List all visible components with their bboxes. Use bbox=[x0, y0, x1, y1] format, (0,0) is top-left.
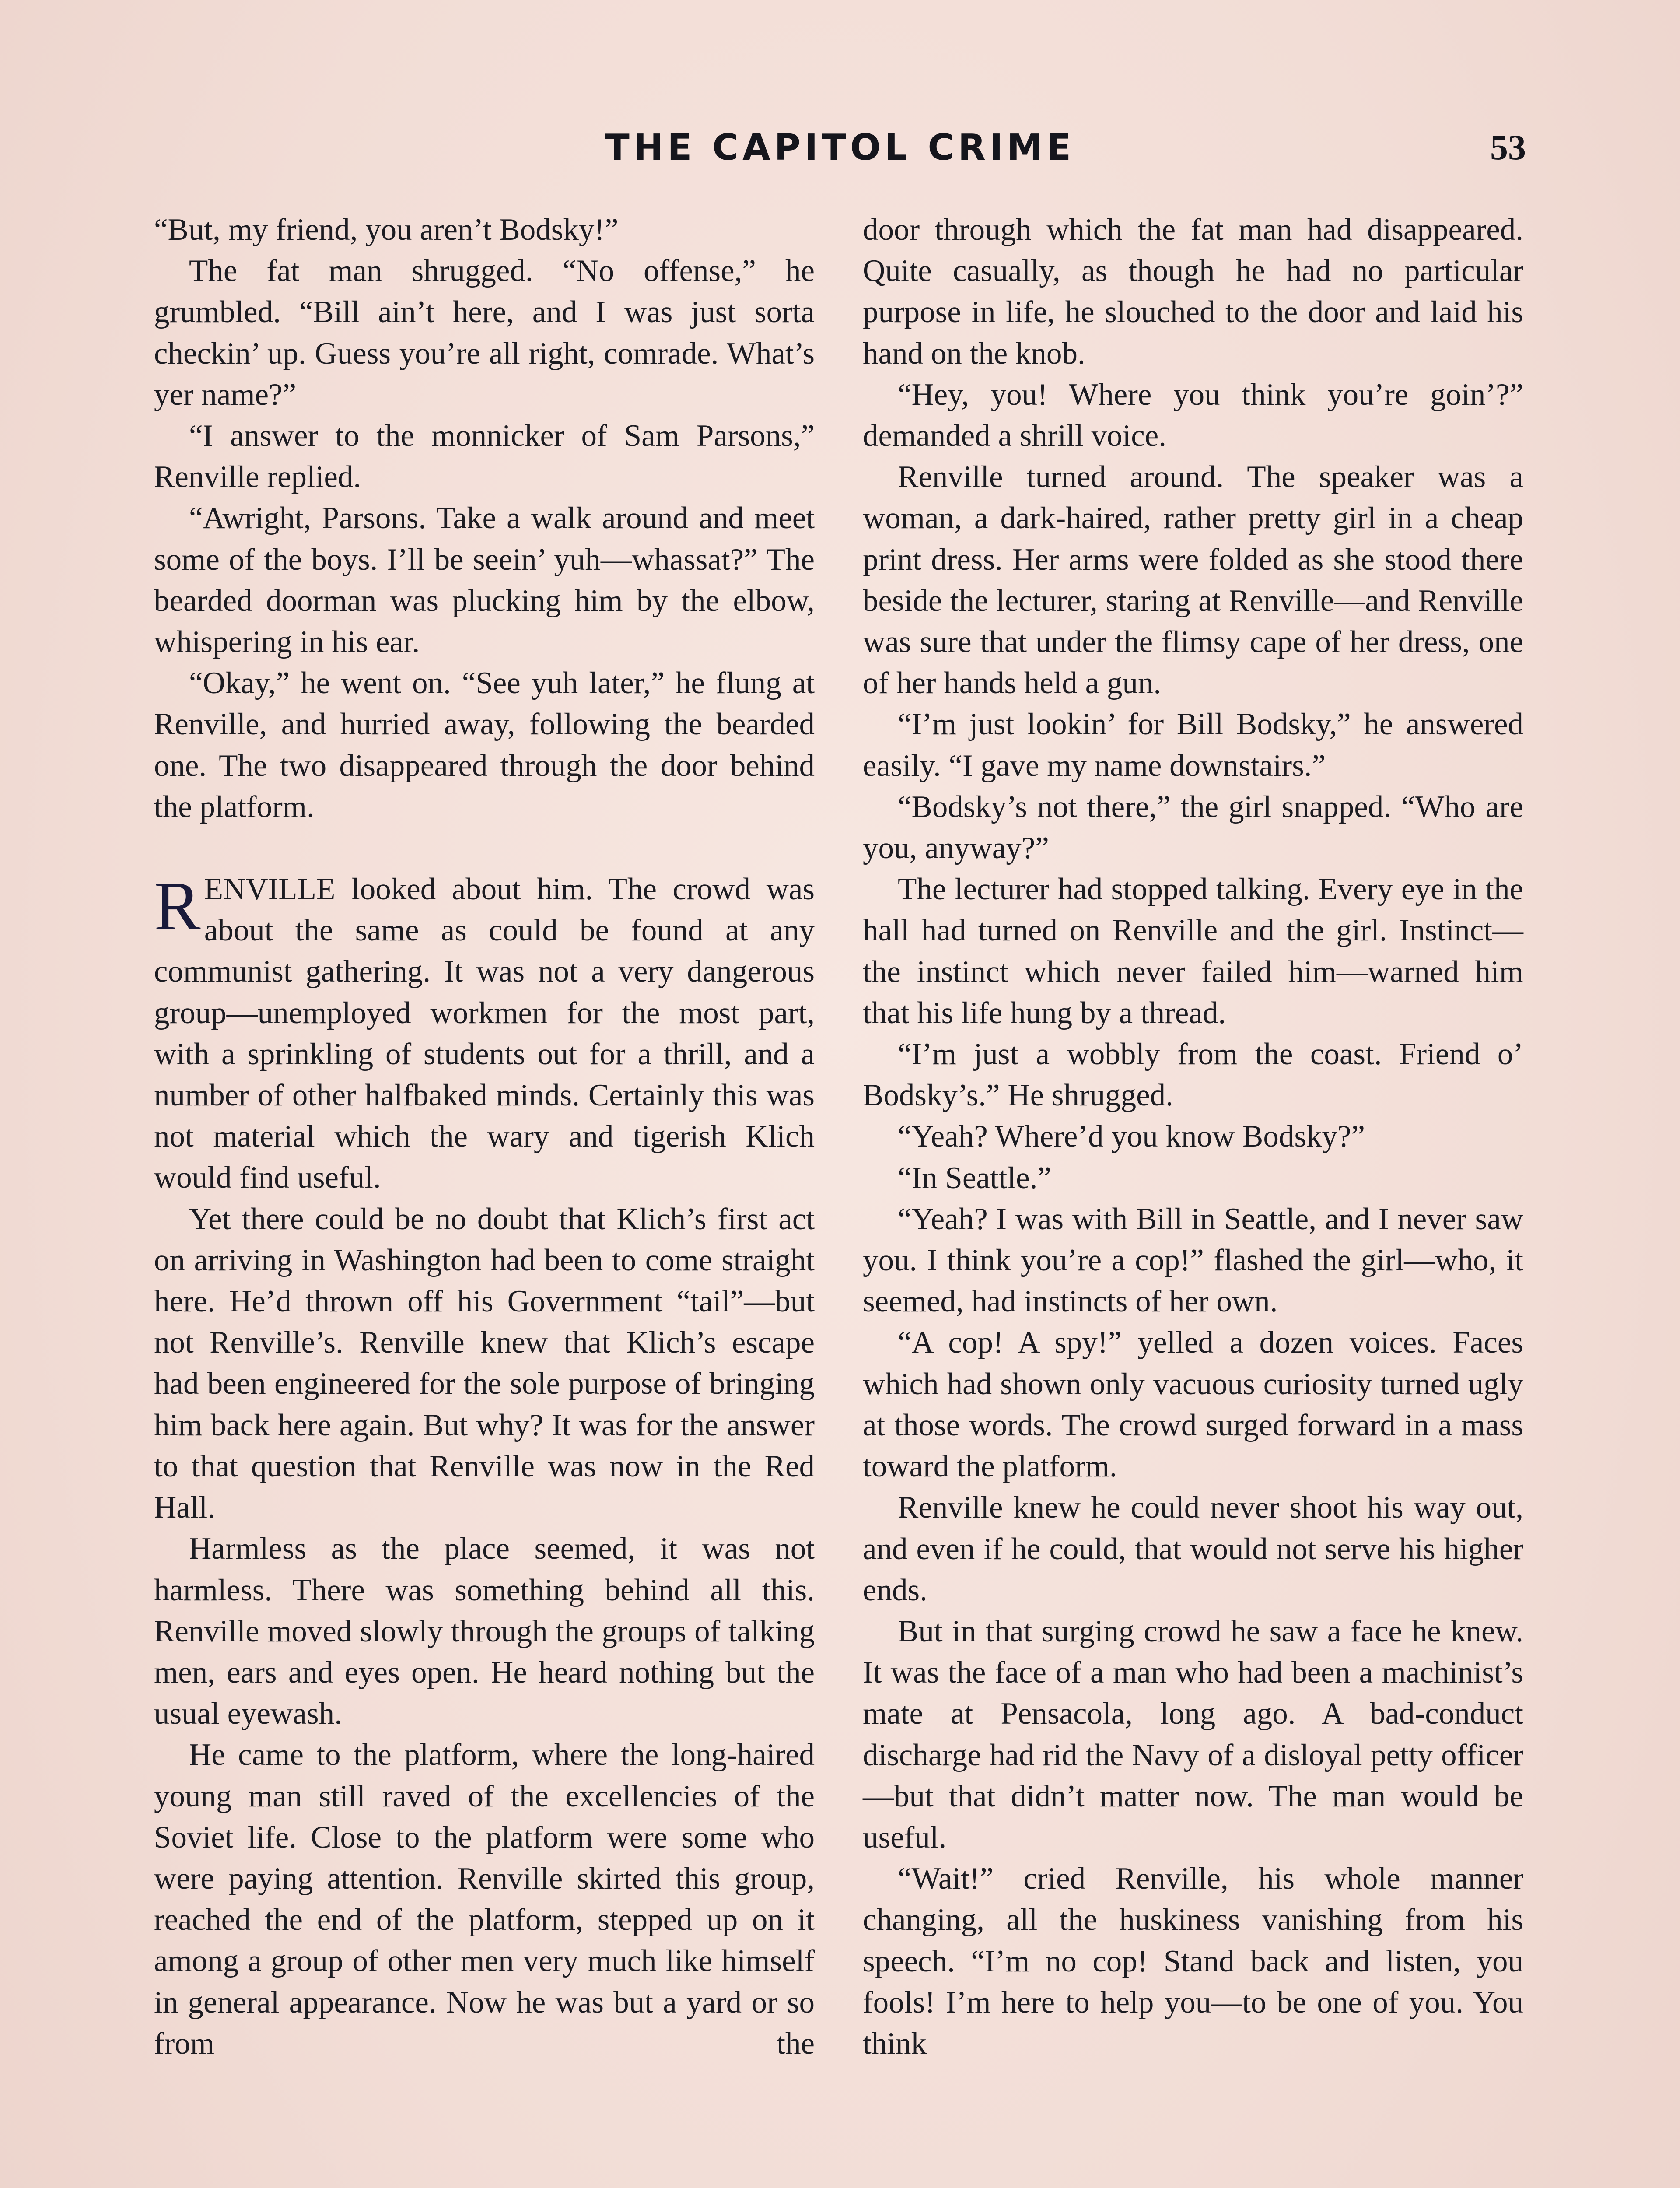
paragraph: “In Seattle.” bbox=[898, 1161, 1051, 1195]
paragraph: “Awright, Parsons. Take a walk around and meet some of the boys. I’ll be seein’ yuh—whassat?” The bearded doorman was plucking him by the elbow, whispering in his ear. bbox=[154, 501, 815, 659]
paragraph: “Yeah? I was with Bill in Seattle, and I never saw you. I think you’re a cop!” flashed the girl—who, it seemed, had instincts of her own. bbox=[863, 1202, 1523, 1319]
paragraph: “I’m just lookin’ for Bill Bodsky,” he answered easily. “I gave my name downstairs.” bbox=[863, 707, 1523, 783]
paragraph: “But, my friend, you aren’t Bodsky!” bbox=[154, 213, 619, 247]
paragraph: Renville turned around. The speaker was a woman, a dark-haired, rather pretty girl in a cheap print dress. Her arms were folded as she stood there beside the lecturer, staring at Renville—and Renville was sure that under the flimsy cape of her dress, one of her hands held a gun. bbox=[863, 460, 1523, 701]
paragraph: The fat man shrugged. “No offense,” he grumbled. “Bill ain’t here, and I was just sorta checkin’ up. Guess you’re all right, comrade. What’s yer name?” bbox=[154, 254, 815, 412]
paragraph: “A cop! A spy!” yelled a dozen voices. Faces which had shown only vacuous curiosity turned ugly at those words. The crowd surged forward in a mass toward the platform. bbox=[863, 1325, 1523, 1484]
drop-cap: R bbox=[154, 867, 201, 945]
paragraph: “Bodsky’s not there,” the girl snapped. “Who are you, anyway?” bbox=[863, 789, 1523, 866]
right-column bbox=[863, 209, 1523, 2064]
paragraph: Renville knew he could never shoot his way out, and even if he could, that would not serve his higher ends. bbox=[863, 1490, 1523, 1607]
continued-paragraph: door through which the fat man had disappeared. Quite casually, as though he had no particular purpose in life, he slouched to the door and laid his hand on the knob. bbox=[863, 213, 1523, 371]
paragraph: But in that surging crowd he saw a face he knew. It was the face of a man who had been a machinist’s mate at Pensacola, long ago. A bad-conduct discharge had rid the Navy of a disloyal petty officer—but that didn’t matter now. The man would be useful. bbox=[863, 1614, 1523, 1855]
page-number: 53 bbox=[1490, 127, 1526, 167]
paragraph: “Yeah? Where’d you know Bodsky?” bbox=[898, 1119, 1365, 1154]
paragraph: “Okay,” he went on. “See yuh later,” he flung at Renville, and hurried away, following the bearded one. The two disappeared through the door behind the platform. bbox=[154, 666, 815, 824]
paragraph: The lecturer had stopped talking. Every eye in the hall had turned on Renville and the girl. Instinct—the instinct which never failed him—warned him that his life hung by a thread. bbox=[863, 872, 1523, 1030]
paragraph: “Hey, you! Where you think you’re goin’?” demanded a shrill voice. bbox=[863, 377, 1523, 453]
left-column bbox=[154, 209, 815, 2064]
section-paragraph bbox=[154, 869, 815, 1199]
page-title: THE CAPITOL CRIME bbox=[605, 127, 1075, 168]
paragraph: Yet there could be no doubt that Klich’s first act on arriving in Washington had been to come straight here. He’d thrown off his Government “tail”—but not Renville’s. Renville knew that Klich’s escape had been engineered for the sole purpose of bringing him back here again. But why? It was for the answer to that question that Renville was now in the Red Hall. bbox=[154, 1202, 815, 1525]
section-text: ENVILLE looked about him. The crowd was about the same as could be found at any communist gathering. It was not a very dangerous group—unemployed workmen for the most part, with a sprinkling of students out for a thrill, and a number of other halfbaked minds. Certainly this was not material which the wary and tigerish Klich would find useful. bbox=[154, 872, 815, 1195]
paragraph: “I’m just a wobbly from the coast. Friend o’ Bodsky’s.” He shrugged. bbox=[863, 1037, 1523, 1113]
paragraph: “Wait!” cried Renville, his whole manner changing, all the huskiness vanishing from his speech. “I’m no cop! Stand back and listen, you fools! I’m here to help you—to be one of you. You think bbox=[863, 1862, 1523, 2061]
paragraph: He came to the platform, where the long-haired young man still raved of the excellencies of the Soviet life. Close to the platform were some who were paying attention. Renville skirted this group, reached the end of the platform, stepped up on it among a group of other men very much like himself in general appearance. Now he was but a yard or so from the bbox=[154, 1738, 815, 2061]
paragraph: “I answer to the monnicker of Sam Parsons,” Renville replied. bbox=[154, 419, 815, 494]
paragraph: Harmless as the place seemed, it was not harmless. There was something behind all this. Renville moved slowly through the groups of talking men, ears and eyes open. He heard nothing but the usual eyewash. bbox=[154, 1532, 815, 1731]
running-header bbox=[154, 127, 1526, 179]
